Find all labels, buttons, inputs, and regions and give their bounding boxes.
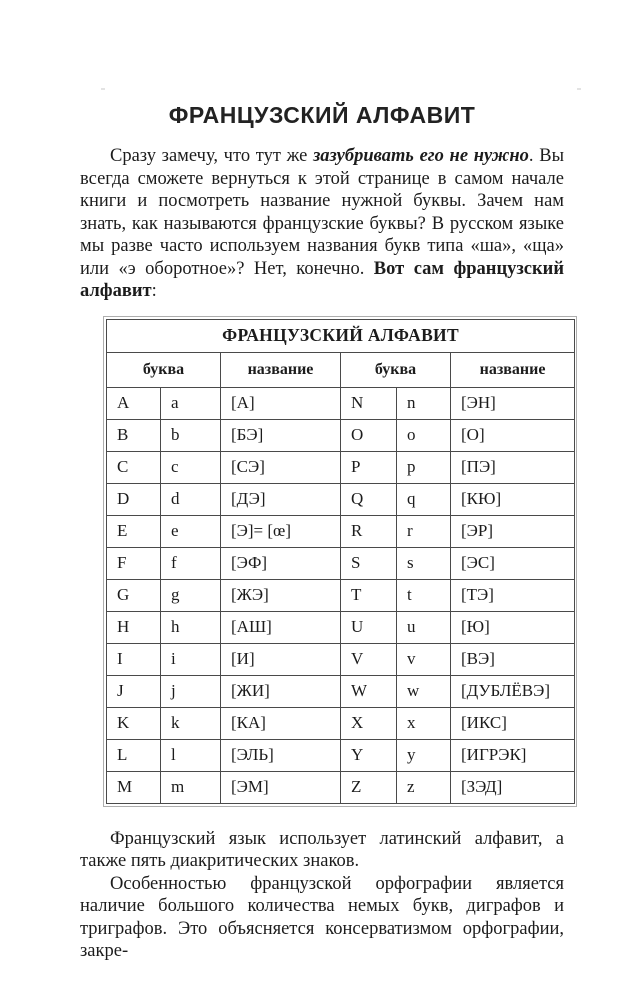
cell-name: [ТЭ] bbox=[451, 579, 575, 611]
cell-letter-lower: j bbox=[161, 675, 221, 707]
cell-letter-upper: V bbox=[341, 643, 397, 675]
outro-paragraph-1: Французский язык использует латинский алфавит, а также пять диакритических знаков. bbox=[80, 828, 564, 871]
intro-text-2: . Вы всегда сможете вернуться к этой странице в самом начале книги и посмотреть название нужной буквы. Зачем нам знать, как называются французские буквы? В русском языке мы разве часто используем названия букв типа «ша», «ща» или «э оборотное»? Нет, конечно. bbox=[80, 146, 564, 279]
cell-name: [ВЭ] bbox=[451, 643, 575, 675]
cell-letter-lower: a bbox=[161, 387, 221, 419]
intro-paragraph-text bbox=[80, 145, 564, 303]
cell-letter-upper: H bbox=[107, 611, 161, 643]
cell-name: [ДУБЛЁВЭ] bbox=[451, 675, 575, 707]
alphabet-table-frame bbox=[103, 316, 577, 807]
cell-name: [ИКС] bbox=[451, 707, 575, 739]
cell-letter-lower: m bbox=[161, 771, 221, 803]
cell-letter-upper: P bbox=[341, 451, 397, 483]
table-row bbox=[107, 483, 575, 515]
table-title-row bbox=[107, 319, 575, 352]
scan-artifact-left bbox=[101, 88, 105, 90]
table-row bbox=[107, 451, 575, 483]
cell-name: [О] bbox=[451, 419, 575, 451]
table-row bbox=[107, 707, 575, 739]
cell-name: [ЖЭ] bbox=[221, 579, 341, 611]
cell-letter-upper: F bbox=[107, 547, 161, 579]
header-name-1: название bbox=[221, 352, 341, 387]
table-row bbox=[107, 547, 575, 579]
cell-letter-lower: x bbox=[397, 707, 451, 739]
intro-bold-phrase: Вот сам французский алфавит bbox=[80, 258, 564, 301]
alphabet-table-body bbox=[107, 387, 575, 803]
cell-letter-upper: M bbox=[107, 771, 161, 803]
table-title: ФРАНЦУЗСКИЙ АЛФАВИТ bbox=[107, 319, 575, 352]
cell-letter-lower: g bbox=[161, 579, 221, 611]
outro-section bbox=[80, 828, 564, 963]
cell-name: [ЗЭД] bbox=[451, 771, 575, 803]
cell-letter-upper: O bbox=[341, 419, 397, 451]
cell-letter-upper: S bbox=[341, 547, 397, 579]
cell-name: [ЖИ] bbox=[221, 675, 341, 707]
cell-letter-lower: b bbox=[161, 419, 221, 451]
cell-letter-lower: p bbox=[397, 451, 451, 483]
cell-letter-upper: D bbox=[107, 483, 161, 515]
cell-name: [ДЭ] bbox=[221, 483, 341, 515]
cell-name: [Ю] bbox=[451, 611, 575, 643]
intro-text-3: : bbox=[151, 281, 157, 301]
cell-letter-lower: s bbox=[397, 547, 451, 579]
table-row bbox=[107, 579, 575, 611]
cell-letter-upper: L bbox=[107, 739, 161, 771]
cell-letter-upper: X bbox=[341, 707, 397, 739]
cell-letter-upper: R bbox=[341, 515, 397, 547]
table-row bbox=[107, 515, 575, 547]
cell-name: [ЭМ] bbox=[221, 771, 341, 803]
cell-letter-upper: A bbox=[107, 387, 161, 419]
cell-letter-upper: U bbox=[341, 611, 397, 643]
cell-letter-lower: o bbox=[397, 419, 451, 451]
cell-name: [ЭС] bbox=[451, 547, 575, 579]
cell-name: [И] bbox=[221, 643, 341, 675]
table-row bbox=[107, 611, 575, 643]
outro-paragraph-2: Особенностью французской орфографии является наличие большого количества немых букв, диграфов и триграфов. Это объясняется консерватизмом орфографии, закре- bbox=[80, 873, 564, 961]
cell-letter-upper: K bbox=[107, 707, 161, 739]
header-letter-2: буква bbox=[341, 352, 451, 387]
alphabet-table bbox=[106, 319, 575, 804]
cell-name: [ПЭ] bbox=[451, 451, 575, 483]
cell-letter-lower: t bbox=[397, 579, 451, 611]
cell-name: [БЭ] bbox=[221, 419, 341, 451]
cell-letter-lower: y bbox=[397, 739, 451, 771]
cell-name: [ЭР] bbox=[451, 515, 575, 547]
intro-bold-italic-phrase: зазубривать его не нужно bbox=[313, 146, 529, 166]
cell-letter-lower: u bbox=[397, 611, 451, 643]
cell-name: [КЮ] bbox=[451, 483, 575, 515]
cell-letter-upper: T bbox=[341, 579, 397, 611]
table-header-row bbox=[107, 352, 575, 387]
cell-name: [Э]= [œ] bbox=[221, 515, 341, 547]
cell-letter-upper: C bbox=[107, 451, 161, 483]
cell-letter-lower: n bbox=[397, 387, 451, 419]
table-row bbox=[107, 387, 575, 419]
cell-name: [АШ] bbox=[221, 611, 341, 643]
cell-name: [ЭФ] bbox=[221, 547, 341, 579]
cell-letter-lower: z bbox=[397, 771, 451, 803]
intro-text-1: Сразу замечу, что тут же bbox=[110, 146, 314, 166]
intro-paragraph bbox=[80, 145, 564, 303]
cell-letter-upper: W bbox=[341, 675, 397, 707]
table-row bbox=[107, 675, 575, 707]
cell-letter-lower: r bbox=[397, 515, 451, 547]
table-row bbox=[107, 771, 575, 803]
cell-letter-lower: l bbox=[161, 739, 221, 771]
scan-artifact-right bbox=[577, 88, 581, 90]
cell-letter-upper: N bbox=[341, 387, 397, 419]
cell-letter-lower: e bbox=[161, 515, 221, 547]
cell-letter-upper: I bbox=[107, 643, 161, 675]
cell-name: [СЭ] bbox=[221, 451, 341, 483]
cell-letter-lower: w bbox=[397, 675, 451, 707]
header-letter-1: буква bbox=[107, 352, 221, 387]
cell-name: [ИГРЭК] bbox=[451, 739, 575, 771]
cell-letter-upper: Z bbox=[341, 771, 397, 803]
cell-letter-upper: B bbox=[107, 419, 161, 451]
table-row bbox=[107, 419, 575, 451]
cell-name: [ЭН] bbox=[451, 387, 575, 419]
cell-letter-upper: Y bbox=[341, 739, 397, 771]
cell-name: [КА] bbox=[221, 707, 341, 739]
page-title: ФРАНЦУЗСКИЙ АЛФАВИТ bbox=[168, 102, 476, 128]
cell-letter-upper: J bbox=[107, 675, 161, 707]
cell-letter-lower: h bbox=[161, 611, 221, 643]
cell-letter-lower: q bbox=[397, 483, 451, 515]
cell-letter-lower: k bbox=[161, 707, 221, 739]
table-row bbox=[107, 643, 575, 675]
table-row bbox=[107, 739, 575, 771]
cell-letter-lower: v bbox=[397, 643, 451, 675]
cell-name: [ЭЛЬ] bbox=[221, 739, 341, 771]
header-name-2: название bbox=[451, 352, 575, 387]
cell-letter-lower: c bbox=[161, 451, 221, 483]
cell-letter-upper: Q bbox=[341, 483, 397, 515]
cell-letter-lower: d bbox=[161, 483, 221, 515]
cell-letter-lower: i bbox=[161, 643, 221, 675]
cell-name: [А] bbox=[221, 387, 341, 419]
cell-letter-upper: G bbox=[107, 579, 161, 611]
cell-letter-upper: E bbox=[107, 515, 161, 547]
cell-letter-lower: f bbox=[161, 547, 221, 579]
